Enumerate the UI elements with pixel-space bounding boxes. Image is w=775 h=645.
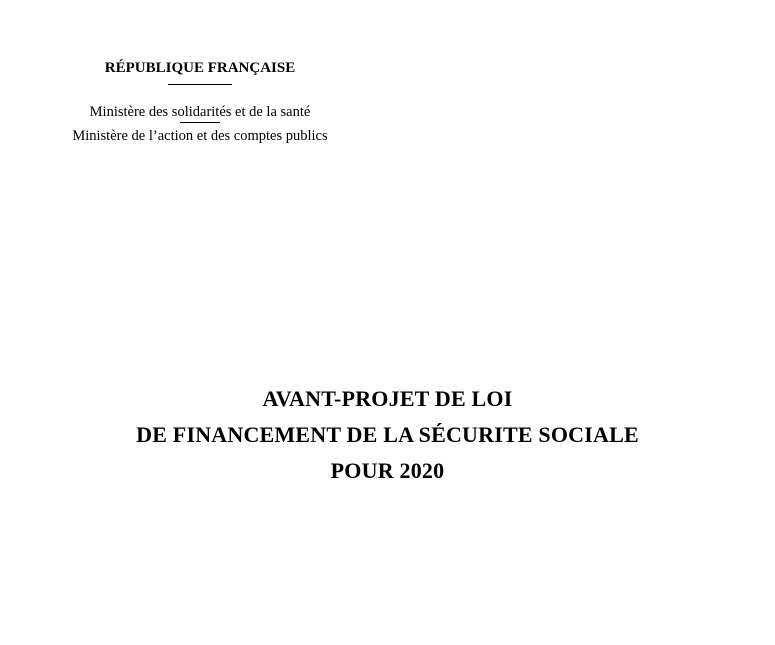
title-line-2: DE FINANCEMENT DE LA SÉCURITE SOCIALE <box>136 422 639 447</box>
header-divider <box>168 84 232 85</box>
ministry-public-accounts: Ministère de l’action et des comptes publics <box>72 128 328 144</box>
title-line-1: AVANT-PROJET DE LOI <box>262 386 513 411</box>
document-title <box>0 381 775 489</box>
document-header <box>40 58 360 145</box>
republic-heading: RÉPUBLIQUE FRANÇAISE <box>104 60 296 76</box>
title-line-3: POUR 2020 <box>330 458 445 483</box>
ministry-divider <box>180 122 220 123</box>
ministry-health: Ministère des solidarités et de la santé <box>89 104 311 120</box>
